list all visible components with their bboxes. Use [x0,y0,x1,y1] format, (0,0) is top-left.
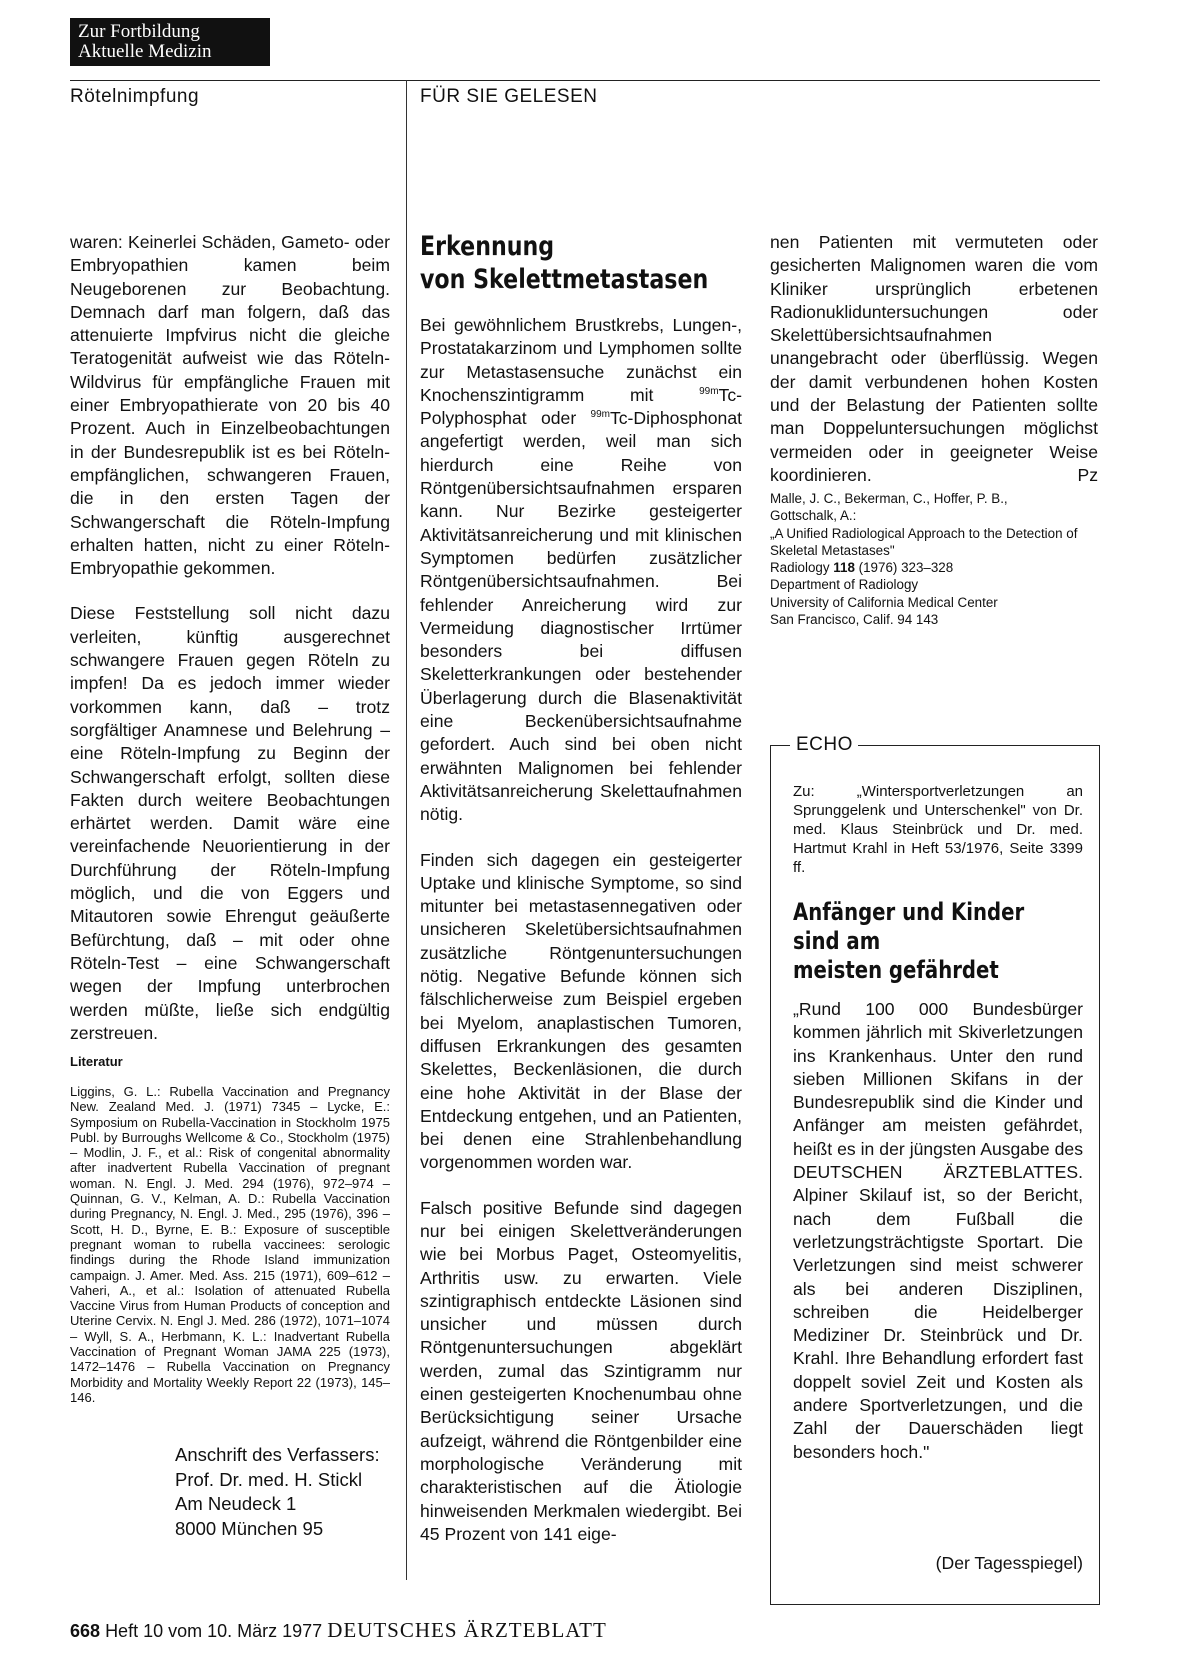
echo-headline-line-2: sind am [793,927,881,955]
literature-list: Liggins, G. L.: Rubella Vaccination and Pregnancy New. Zealand Med. J. (1971) 7345 – Lycke, E.: Symposium on Rubella-Vaccination in Stockholm 1975 Publ. by Burroughs Wellcome & Co., Stockholm (1975) – Modlin, J. F., et al.: Risk of congenital abnormality after inadvertent Rubella Vaccination of pregnant woman. N. Engl. J. Med. 294 (1976), 972–974 – Quinnan, G. V., Kelman, A. D.: Rubella Vaccination during Pregnancy, N. Engl. J. Med., 295 (1976), 396 – Scott, H. D., Byrne, E. B.: Exposure of susceptible pregnant woman to rubella vaccinees: serologic findings during the Rhode Island immunization campaign. J. Amer. Med. Ass. 215 (1971), 609–612 – Vaheri, A., et al.: Isolation of attenuated Rubella Vaccine Virus from Human Products of conception and Uterine Cervix. N. Engl J. Med. 286 (1972), 1071–1074 – Wyll, S. A., Herbmann, K. L.: Inadvertant Rubella Vaccination of Pregnant Woman JAMA 225 (1973), 1472–1476 – Rubella Vaccination on Pregnancy Morbidity and Mortality Weekly Report 22 (1973), 145–146. [70,1084,390,1405]
section-badge [70,18,270,66]
page-number: 668 [70,1621,101,1641]
p1-part-a: Bei gewöhnlichem Brustkrebs, Lungen-, Prostatakarzinom und Lymphomen sollte zur Metastasensuche zunächst ein Knochenszintigramm mit [420,315,742,405]
p1-part-b: Tc-Polyphosphat oder [420,384,742,429]
article-paragraph-4 [770,231,1098,487]
isotope-sup-2: 99m [590,409,610,421]
echo-headline [793,898,1024,985]
address-label: Anschrift des Verfassers: [175,1444,380,1465]
article-reference [770,490,1100,628]
article-body [420,314,742,1546]
echo-quote: „Rund 100 000 Bundesbürger kommen jährlich mit Skiverletzungen ins Krankenhaus. Unter den rund sieben Millionen Skifans in der Bundesrepublik sind die Kinder und Anfänger am meisten gefährdet, heißt es in der jüngsten Ausgabe des DEUTSCHEN ÄRZTEBLATTES. Alpiner Skilauf ist, so der Bericht, nach dem Fußball die verletzungsträchtigste Sportart. Die Verletzungen sind meist schwerer als bei anderen Disziplinen, schreiben die Heidelberger Mediziner Dr. Steinbrück und Dr. Krahl. Ihre Behandlung erfordert fast doppelt soviel Zeit und Kosten als andere Sportverletzungen, und die Zahl der Dauerschäden liegt besonders hoch." [793,999,1083,1462]
right-section-title: FÜR SIE GELESEN [420,86,598,107]
ref-title: „A Unified Radiological Approach to the Detection of Skeletal Metastases" [770,525,1078,558]
echo-headline-line-3: meisten gefährdet [793,956,999,984]
ref-department: Department of Radiology [770,577,919,593]
ref-authors-2: Gottschalk, A.: [770,508,857,524]
ref-journal: Radiology [770,560,830,576]
literature-heading: Literatur [70,1054,123,1069]
headline-line-2: von Skelettmetastasen [420,264,709,295]
echo-source: (Der Tagesspiegel) [935,1553,1083,1573]
article-paragraph-1 [420,314,742,827]
echo-intro: Zu: „Wintersportverletzungen an Sprunggelenk und Unterschenkel" von Dr. med. Klaus Steinbrück und Dr. med. Hartmut Krahl in Heft 53/1976, Seite 3399 ff. [793,783,1083,876]
article-headline [420,230,708,296]
author-address [175,1443,380,1541]
article-paragraph-3: Falsch positive Befunde sind dagegen nur bei einigen Skelettveränderungen wie bei Morbus Paget, Osteomyelitis, Arthritis usw. zu erwarten. Viele szintigraphisch entdeckte Läsionen sind unsicher und müssen durch Röntgenuntersuchungen abgeklärt werden, zumal das Szintigramm nur einen gesteigerten Knochenumbau ohne Berücksichtigung seiner Ursache aufzeigt, während die Röntgenbilder eine morphologische Veränderung mit charakteristischen auf die Ätiologie hinweisenden Merkmalen wiedergibt. Bei 45 Prozent von 141 eige- [420,1197,742,1544]
magazine-name: DEUTSCHES ÄRZTEBLATT [327,1618,607,1642]
ref-city: San Francisco, Calif. 94 143 [770,612,939,628]
left-paragraph-1: waren: Keinerlei Schäden, Gameto- oder Embryopathien kamen beim Neugeborenen zur Beobachtung. Demnach darf man folgern, daß das attenuierte Impfvirus nicht die gleiche Teratogenität aufweist wie das Röteln-Wildvirus für empfängliche Frauen mit einer Embryopathierate von 20 bis 40 Prozent. Auch in Einzelbeobachtungen in der Bundesrepublik ist es bei Röteln-empfänglichen, schwangeren Frauen, die in den ersten Tagen der Schwangerschaft die Röteln-Impfung erhalten hatten, nicht zu einer Röteln-Embryopathie gekommen. [70,232,390,579]
column-divider [406,80,407,1580]
left-section-title: Rötelnimpfung [70,86,200,107]
isotope-sup-1: 99m [699,386,719,398]
article-paragraph-2: Finden sich dagegen ein gesteigerter Uptake und klinische Symptome, so sind mitunter bei metastasennegativen oder unsicheren Skeletübersichtsaufnahmen zusätzliche Röntgenuntersuchungen nötig. Negative Befunde können sich fälschlicherweise zum Beispiel ergeben bei Myelom, anaplastischen Tumoren, diffusen Erkrankungen des gesamten Skelettes, Beckenläsionen, die durch eine hohe Aktivität in der Blase der Entdeckung entgehen, und an Patienten, bei denen eine Strahlenbehandlung vorgenommen worden war. [420,849,742,1173]
badge-line-2: Aktuelle Medizin [78,41,212,62]
badge-line-1: Zur Fortbildung [78,21,200,42]
address-street: Am Neudeck 1 [175,1493,297,1514]
address-city: 8000 München 95 [175,1517,324,1539]
echo-rule-left [770,745,790,746]
ref-citation [770,559,1100,576]
echo-rule-right [858,745,1100,746]
ref-authors-1: Malle, J. C., Bekerman, C., Hoffer, P. B., [770,491,1008,506]
headline-line-1: Erkennung [420,231,555,262]
ref-pages: (1976) 323–328 [858,560,954,576]
p4-text: nen Patienten mit vermuteten oder gesicherten Malignomen waren die vom Kliniker ursprünglich erbetenen Radionukliduntersuchungen oder Skelettübersichtsaufnahmen unangebracht oder überflüssig. Wegen der damit verbundenen hohen Kosten und der Belastung der Patienten sollte man Doppeluntersuchungen möglichst vermeiden oder in geeigneter Weise koordinieren. [770,232,1098,485]
echo-headline-line-1: Anfänger und Kinder [793,898,1025,926]
issue-info: Heft 10 vom 10. März 1977 [105,1621,323,1641]
article-continuation [770,231,1098,487]
header-rule [70,80,1100,81]
echo-label: ECHO [792,734,857,756]
p1-part-c: Tc-Diphosphonat angefertigt werden, weil man sich hierdurch eine Reihe von Röntgenübersichtsaufnahmen ersparen kann. Nur Bezirke gesteigerter Aktivitätsanreicherung und mit klinischen Symptomen bedürfen zusätzlicher Röntgenübersichtsaufnahmen. Bei fehlender Anreicherung wird zur Vermeidung diagnostischer Irrtümer besonders bei diffusen Skeletterkrankungen oder bestehender Überlagerung durch die Blasenaktivität eine Beckenübersichtsaufnahme gefordert. Auch sind bei oben nicht erwähnten Malignomen bei fehlender Aktivitätsanreicherung Skelettaufnahmen nötig. [420,408,742,825]
left-column-body [70,231,390,1045]
page-footer [70,1618,607,1643]
left-paragraph-2: Diese Feststellung soll nicht dazu verleiten, künftig ausgerechnet schwangere Frauen gegen Röteln zu impfen! Da es jedoch immer wieder vorkommen kann, daß – trotz sorgfältiger Anamnese und Belehrung – eine Röteln-Impfung zu Beginn der Schwangerschaft erfolgt, sollten diese Fakten durch weitere Beobachtungen erhärtet werden. Damit wäre eine vereinfachende Neuorientierung in der Durchführung der Röteln-Impfung möglich, und die von Eggers und Mitautoren sowie Ehrengut geäußerte Befürchtung, daß – mit oder ohne Röteln-Test – eine Schwangerschaft wegen der Impfung unterbrochen werden müßte, ließe sich endgültig zerstreuen. [70,603,390,1043]
address-name: Prof. Dr. med. H. Stickl [175,1468,363,1490]
ref-volume: 118 [833,560,855,576]
author-signature: Pz [1077,464,1098,485]
ref-university: University of California Medical Center [770,594,998,610]
